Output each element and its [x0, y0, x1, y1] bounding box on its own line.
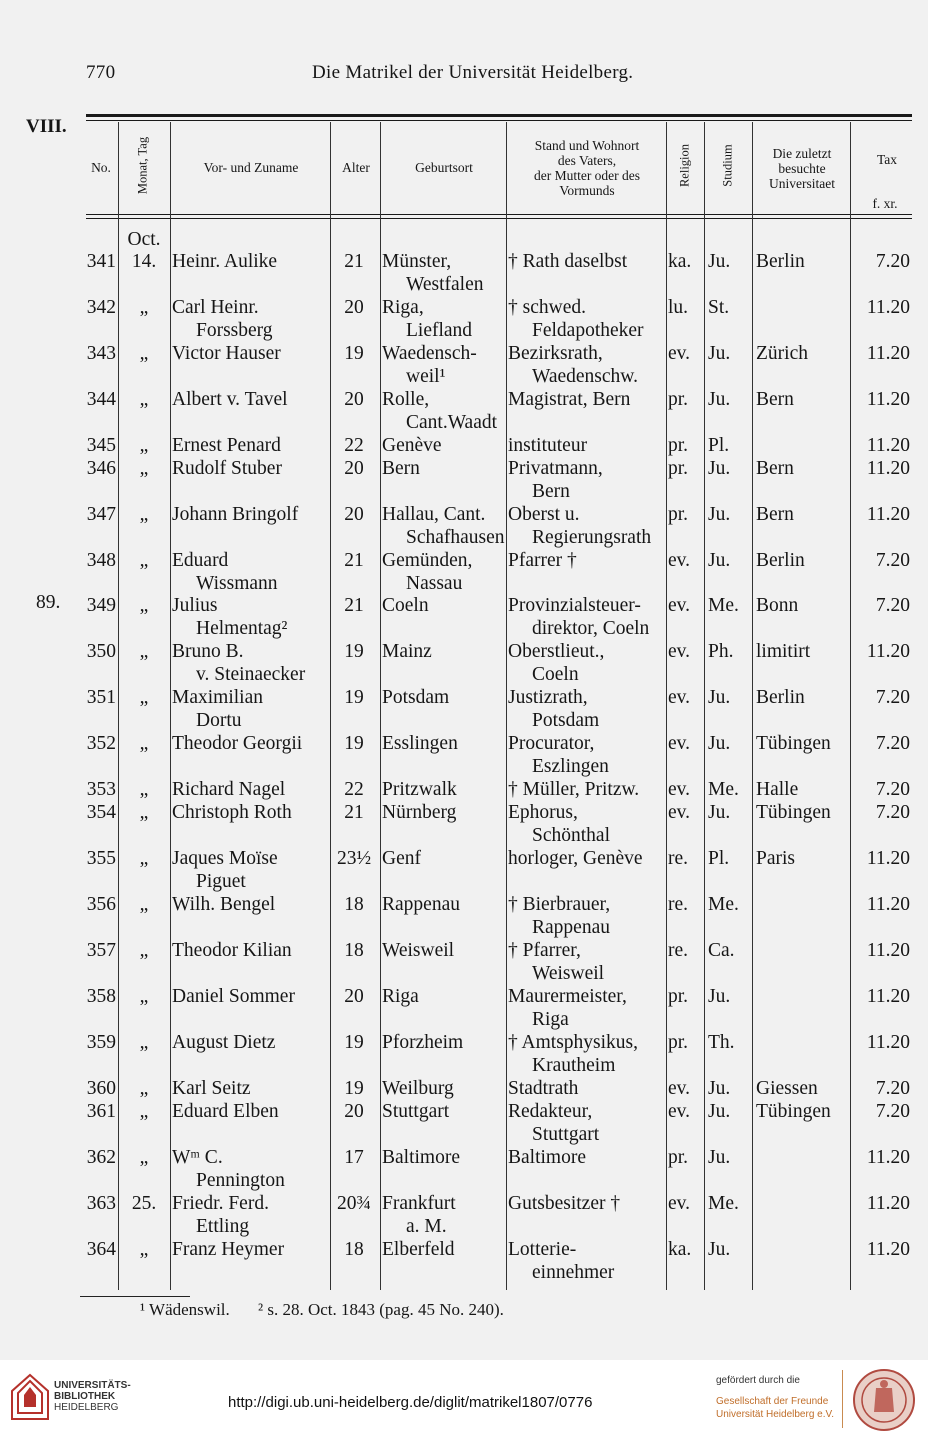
col-header-uni-line: besuchte — [778, 161, 826, 176]
col-header-monat-tag: Monat, Tag — [135, 136, 150, 195]
entry-tax: 7.20 — [875, 251, 910, 272]
col-header-tax: Tax — [876, 152, 898, 167]
entry-tax: 11.20 — [866, 848, 910, 869]
entry-name: Ettling — [196, 1216, 250, 1237]
entry-number: 356 — [86, 894, 116, 915]
entry-study: Ju. — [708, 389, 731, 410]
section-label: VIII. — [26, 116, 67, 137]
entry-birthplace: Rolle, — [382, 389, 430, 410]
entry-day: „ — [139, 389, 149, 410]
entry-day: „ — [139, 1101, 149, 1122]
entry-age: 20 — [344, 297, 364, 318]
entry-birthplace: Genf — [382, 848, 421, 869]
entry-birthplace: Esslingen — [382, 733, 458, 754]
entry-previous-university: Tübingen — [756, 1101, 831, 1122]
entry-parent-status: instituteur — [508, 435, 588, 456]
entry-study: Pl. — [708, 435, 730, 456]
entry-birthplace: Nassau — [406, 573, 463, 594]
entry-number: 362 — [86, 1147, 116, 1168]
entry-name: Eduard — [172, 550, 229, 571]
entry-name: Wilh. Bengel — [172, 894, 276, 915]
entry-study: Th. — [708, 1032, 735, 1053]
entry-study: Ju. — [708, 802, 731, 823]
entry-parent-status: horloger, Genève — [508, 848, 643, 869]
entry-birthplace: Coeln — [382, 595, 429, 616]
entry-number: 343 — [86, 343, 116, 364]
entry-day: „ — [139, 550, 149, 571]
entry-birthplace: Riga — [382, 986, 419, 1007]
entry-name: Maximilian — [172, 687, 263, 708]
entry-number: 345 — [86, 435, 116, 456]
entry-birthplace: Gemünden, — [382, 550, 473, 571]
entry-previous-university: Zürich — [756, 343, 808, 364]
entry-parent-status: Ephorus, — [508, 802, 578, 823]
entry-religion: pr. — [668, 1147, 689, 1168]
entry-number: 352 — [86, 733, 116, 754]
entry-study: Me. — [708, 894, 739, 915]
entry-day: „ — [139, 504, 149, 525]
entry-previous-university: limitirt — [756, 641, 811, 662]
entry-age: 18 — [344, 894, 364, 915]
entry-parent-status: Regierungsrath — [532, 527, 652, 548]
entry-number: 360 — [86, 1078, 116, 1099]
entry-religion: re. — [668, 940, 689, 961]
entry-name: Theodor Georgii — [172, 733, 303, 754]
col-header-stand-line: der Mutter oder des — [533, 168, 641, 183]
entry-day: „ — [139, 1147, 149, 1168]
entry-day: „ — [139, 986, 149, 1007]
entry-tax: 11.20 — [866, 641, 910, 662]
entry-study: Ju. — [708, 504, 731, 525]
entry-religion: ev. — [668, 687, 691, 708]
entry-number: 354 — [86, 802, 116, 823]
entry-number: 359 — [86, 1032, 116, 1053]
entry-parent-status: † Müller, Pritzw. — [508, 779, 640, 800]
entry-birthplace: Genève — [382, 435, 442, 456]
entry-tax: 7.20 — [875, 733, 910, 754]
entry-birthplace: Elberfeld — [382, 1239, 455, 1260]
library-line: UNIVERSITÄTS- — [54, 1380, 131, 1391]
footnotes — [140, 1300, 528, 1320]
col-header-stand-line: Vormunds — [559, 183, 615, 198]
entry-number: 342 — [86, 297, 116, 318]
entry-tax: 7.20 — [875, 1101, 910, 1122]
entry-day: „ — [139, 848, 149, 869]
entry-age: 17 — [344, 1147, 364, 1168]
entry-age: 19 — [344, 687, 364, 708]
col-header-religion: Religion — [677, 143, 692, 188]
sponsor-org: Universität Heidelberg e.V. — [716, 1409, 835, 1420]
entry-religion: ev. — [668, 1193, 691, 1214]
entry-birthplace: Riga, — [382, 297, 424, 318]
footnote-2: ² s. 28. Oct. 1843 (pag. 45 No. 240). — [258, 1300, 504, 1319]
entry-tax: 7.20 — [875, 595, 910, 616]
entry-name: Daniel Sommer — [172, 986, 295, 1007]
entry-study: Ju. — [708, 343, 731, 364]
entry-tax: 7.20 — [875, 687, 910, 708]
entry-age: 23½ — [336, 848, 372, 869]
entry-name: Franz Heymer — [172, 1239, 285, 1260]
entry-birthplace: Münster, — [382, 251, 452, 272]
entry-religion: ka. — [668, 1239, 692, 1260]
entry-name: Karl Seitz — [172, 1078, 251, 1099]
entry-parent-status: direktor, Coeln — [532, 618, 650, 639]
col-header-alter: Alter — [342, 160, 370, 175]
entry-age: 21 — [344, 595, 364, 616]
entry-day: „ — [139, 458, 149, 479]
entry-study: Ju. — [708, 1239, 731, 1260]
entry-religion: pr. — [668, 458, 689, 479]
entry-name: Eduard Elben — [172, 1101, 279, 1122]
entry-birthplace: a. M. — [406, 1216, 447, 1237]
library-name — [54, 1380, 131, 1413]
entry-religion: pr. — [668, 1032, 689, 1053]
entry-name: Bruno B. — [172, 641, 244, 662]
entry-parent-status: Provinzialsteuer- — [508, 595, 641, 616]
entry-birthplace: Frankfurt — [382, 1193, 456, 1214]
university-seal-icon — [852, 1368, 916, 1432]
entry-parent-status: Coeln — [532, 664, 579, 685]
entry-tax: 11.20 — [866, 940, 910, 961]
entry-previous-university: Bonn — [756, 595, 799, 616]
entry-parent-status: Oberst u. — [508, 504, 580, 525]
entry-birthplace: weil¹ — [406, 366, 446, 387]
sponsor-credit — [716, 1374, 846, 1421]
entry-study: Me. — [708, 779, 739, 800]
entry-parent-status: Gutsbesitzer † — [508, 1193, 621, 1214]
permalink-url[interactable]: http://digi.ub.uni-heidelberg.de/diglit/matrikel1807/0776 — [228, 1394, 593, 1411]
entry-name: August Dietz — [172, 1032, 276, 1053]
entry-study: Me. — [708, 595, 739, 616]
entry-parent-status: Stuttgart — [532, 1124, 600, 1145]
entry-study: Ju. — [708, 733, 731, 754]
entry-age: 22 — [344, 435, 364, 456]
entry-parent-status: † schwed. — [508, 297, 586, 318]
entry-parent-status: Pfarrer † — [508, 550, 577, 571]
footnote-rule — [80, 1296, 190, 1297]
col-header-studium: Studium — [720, 144, 735, 187]
page-number: 770 — [86, 62, 116, 83]
entry-name: Carl Heinr. — [172, 297, 259, 318]
entry-previous-university: Tübingen — [756, 802, 831, 823]
entry-study: Ph. — [708, 641, 734, 662]
entry-parent-status: Rappenau — [532, 917, 610, 938]
entry-day: „ — [139, 687, 149, 708]
footnote-1: ¹ Wädenswil. — [140, 1300, 230, 1319]
library-line: HEIDELBERG — [54, 1402, 119, 1413]
entry-parent-status: Potsdam — [532, 710, 600, 731]
entry-tax: 11.20 — [866, 894, 910, 915]
entry-name: Wissmann — [196, 573, 278, 594]
entry-name: Albert v. Tavel — [172, 389, 288, 410]
entry-previous-university: Berlin — [756, 550, 805, 571]
entry-name: Forssberg — [196, 320, 273, 341]
margin-note: 89. — [36, 592, 61, 613]
entry-parent-status: Eszlingen — [532, 756, 609, 777]
entry-birthplace: Potsdam — [382, 687, 450, 708]
entry-birthplace: Pforzheim — [382, 1032, 464, 1053]
page-title: Die Matrikel der Universität Heidelberg. — [312, 62, 634, 83]
entry-day: „ — [139, 802, 149, 823]
entry-name: Helmentag² — [196, 618, 288, 639]
entry-study: Pl. — [708, 848, 730, 869]
col-header-no: No. — [91, 160, 111, 175]
entry-birthplace: Mainz — [382, 641, 432, 662]
month-label: Oct. — [127, 229, 161, 250]
entry-day: „ — [139, 940, 149, 961]
entry-tax: 11.20 — [866, 986, 910, 1007]
entry-tax: 7.20 — [875, 550, 910, 571]
entry-number: 363 — [86, 1193, 116, 1214]
entry-number: 351 — [86, 687, 116, 708]
entry-number: 364 — [86, 1239, 116, 1260]
entry-name: v. Steinaecker — [196, 664, 306, 685]
entry-study: Ju. — [708, 1101, 731, 1122]
entry-age: 18 — [344, 1239, 364, 1260]
entry-religion: pr. — [668, 986, 689, 1007]
entry-day: „ — [139, 1239, 149, 1260]
col-header-stand-line: Stand und Wohnort — [534, 138, 640, 153]
entry-day: „ — [139, 297, 149, 318]
entry-number: 350 — [86, 641, 116, 662]
entry-parent-status: Procurator, — [508, 733, 595, 754]
entry-day: „ — [139, 641, 149, 662]
entry-number: 344 — [86, 389, 116, 410]
entry-number: 357 — [86, 940, 116, 961]
entry-parent-status: Redakteur, — [508, 1101, 593, 1122]
entry-study: Ju. — [708, 458, 731, 479]
entry-birthplace: Hallau, Cant. — [382, 504, 486, 525]
entry-age: 19 — [344, 733, 364, 754]
entry-parent-status: † Rath daselbst — [508, 251, 628, 272]
entry-name: Friedr. Ferd. — [172, 1193, 269, 1214]
entry-day: „ — [139, 779, 149, 800]
entry-age: 21 — [344, 251, 364, 272]
sponsor-org: Gesellschaft der Freunde — [716, 1396, 829, 1407]
entry-study: Ju. — [708, 1147, 731, 1168]
entry-name: Wᵐ C. — [172, 1147, 223, 1168]
entry-parent-status: Schönthal — [532, 825, 610, 846]
entry-name: Dortu — [196, 710, 242, 731]
library-line: BIBLIOTHEK — [54, 1391, 116, 1402]
entry-name: Jaques Moïse — [172, 848, 278, 869]
entry-parent-status: Justizrath, — [508, 687, 588, 708]
entry-parent-status: Riga — [532, 1009, 569, 1030]
entry-parent-status: † Pfarrer, — [508, 940, 581, 961]
col-header-tax-unit: f. xr. — [872, 196, 898, 211]
entry-name: Theodor Kilian — [172, 940, 292, 961]
entry-day: 25. — [131, 1193, 157, 1214]
entry-number: 361 — [86, 1101, 116, 1122]
entry-religion: ev. — [668, 595, 691, 616]
entry-birthplace: Schafhausen — [406, 527, 505, 548]
entry-day: „ — [139, 894, 149, 915]
entry-study: Ju. — [708, 687, 731, 708]
entry-previous-university: Paris — [756, 848, 795, 869]
entry-previous-university: Bern — [756, 504, 794, 525]
entry-religion: ev. — [668, 733, 691, 754]
entry-parent-status: † Bierbrauer, — [508, 894, 611, 915]
entry-parent-status: Baltimore — [508, 1147, 586, 1168]
entry-parent-status: Bezirksrath, — [508, 343, 603, 364]
entry-religion: ka. — [668, 251, 692, 272]
entry-parent-status: Maurermeister, — [508, 986, 627, 1007]
entry-name: Piguet — [196, 871, 246, 892]
entry-birthplace: Stuttgart — [382, 1101, 450, 1122]
entry-age: 18 — [344, 940, 364, 961]
entry-tax: 7.20 — [875, 779, 910, 800]
entry-study: Me. — [708, 1193, 739, 1214]
entry-previous-university: Bern — [756, 458, 794, 479]
entry-parent-status: Waedenschw. — [532, 366, 638, 387]
entry-number: 346 — [86, 458, 116, 479]
entry-day: „ — [139, 435, 149, 456]
col-header-name: Vor- und Zuname — [203, 160, 299, 175]
entry-religion: ev. — [668, 343, 691, 364]
entry-parent-status: Magistrat, Bern — [508, 389, 631, 410]
entry-religion: pr. — [668, 435, 689, 456]
entry-age: 20¾ — [336, 1193, 372, 1214]
entry-previous-university: Berlin — [756, 687, 805, 708]
entry-tax: 11.20 — [866, 1032, 910, 1053]
entry-day: „ — [139, 343, 149, 364]
entry-age: 19 — [344, 1032, 364, 1053]
entry-tax: 7.20 — [875, 802, 910, 823]
entry-name: Victor Hauser — [172, 343, 281, 364]
entry-day: „ — [139, 733, 149, 754]
entry-age: 20 — [344, 458, 364, 479]
entry-study: Ju. — [708, 550, 731, 571]
entry-birthplace: Westfalen — [406, 274, 484, 295]
entry-age: 20 — [344, 1101, 364, 1122]
entry-study: Ju. — [708, 1078, 731, 1099]
sponsor-divider — [842, 1370, 843, 1428]
entry-religion: ev. — [668, 641, 691, 662]
entry-study: Ju. — [708, 986, 731, 1007]
entry-religion: re. — [668, 894, 689, 915]
entry-previous-university: Giessen — [756, 1078, 818, 1099]
entry-tax: 11.20 — [866, 435, 910, 456]
entry-day: 14. — [131, 251, 157, 272]
entry-previous-university: Berlin — [756, 251, 805, 272]
entry-age: 22 — [344, 779, 364, 800]
entry-tax: 11.20 — [866, 1193, 910, 1214]
entry-name: Julius — [172, 595, 218, 616]
entry-number: 355 — [86, 848, 116, 869]
entry-age: 19 — [344, 343, 364, 364]
entry-tax: 11.20 — [866, 1147, 910, 1168]
entry-previous-university: Tübingen — [756, 733, 831, 754]
entry-name: Rudolf Stuber — [172, 458, 282, 479]
entry-tax: 11.20 — [866, 297, 910, 318]
entry-day: „ — [139, 595, 149, 616]
entry-number: 347 — [86, 504, 116, 525]
entry-age: 21 — [344, 550, 364, 571]
entry-day: „ — [139, 1078, 149, 1099]
entry-age: 20 — [344, 986, 364, 1007]
sponsor-intro: gefördert durch die — [716, 1375, 800, 1386]
entry-birthplace: Rappenau — [382, 894, 460, 915]
entry-tax: 11.20 — [866, 1239, 910, 1260]
entry-age: 19 — [344, 1078, 364, 1099]
entry-religion: ev. — [668, 550, 691, 571]
entry-birthplace: Nürnberg — [382, 802, 457, 823]
col-header-geburtsort: Geburtsort — [415, 160, 473, 175]
entry-religion: re. — [668, 848, 689, 869]
entry-parent-status: Stadtrath — [508, 1078, 579, 1099]
entry-birthplace: Cant.Waadt — [406, 412, 498, 433]
entry-name: Richard Nagel — [172, 779, 286, 800]
entry-birthplace: Liefland — [406, 320, 473, 341]
entry-birthplace: Weilburg — [382, 1078, 454, 1099]
col-header-uni-line: Die zuletzt — [772, 146, 832, 161]
entry-birthplace: Baltimore — [382, 1147, 460, 1168]
col-header-stand-line: des Vaters, — [557, 153, 617, 168]
entry-tax: 11.20 — [866, 343, 910, 364]
entry-parent-status: Bern — [532, 481, 570, 502]
entry-parent-status: einnehmer — [532, 1262, 615, 1283]
entry-age: 21 — [344, 802, 364, 823]
entry-number: 358 — [86, 986, 116, 1007]
entry-parent-status: Privatmann, — [508, 458, 603, 479]
library-logo-icon — [10, 1373, 50, 1421]
entry-tax: 11.20 — [866, 458, 910, 479]
entry-religion: ev. — [668, 802, 691, 823]
entry-study: Ca. — [708, 940, 735, 961]
entry-name: Heinr. Aulike — [172, 251, 278, 272]
entry-parent-status: Feldapotheker — [532, 320, 644, 341]
entry-religion: ev. — [668, 1078, 691, 1099]
entry-number: 349 — [86, 595, 116, 616]
entry-study: Ju. — [708, 251, 731, 272]
entry-name: Johann Bringolf — [172, 504, 299, 525]
entry-parent-status: Krautheim — [532, 1055, 616, 1076]
col-header-uni-line: Universitaet — [769, 176, 835, 191]
digitization-footer — [0, 1360, 928, 1437]
entry-religion: ev. — [668, 779, 691, 800]
entry-age: 20 — [344, 504, 364, 525]
entry-religion: pr. — [668, 389, 689, 410]
entry-age: 20 — [344, 389, 364, 410]
entry-religion: lu. — [668, 297, 689, 318]
entry-tax: 11.20 — [866, 389, 910, 410]
entry-number: 341 — [86, 251, 116, 272]
entry-name: Christoph Roth — [172, 802, 292, 823]
entry-religion: ev. — [668, 1101, 691, 1122]
entry-number: 348 — [86, 550, 116, 571]
entry-day: „ — [139, 1032, 149, 1053]
entry-birthplace: Weisweil — [382, 940, 455, 961]
entry-parent-status: Oberstlieut., — [508, 641, 605, 662]
entry-birthplace: Pritzwalk — [382, 779, 457, 800]
entry-name: Pennington — [196, 1170, 285, 1191]
entry-birthplace: Waedensch- — [382, 343, 477, 364]
entry-religion: pr. — [668, 504, 689, 525]
entry-number: 353 — [86, 779, 116, 800]
entry-age: 19 — [344, 641, 364, 662]
entry-parent-status: † Amtsphysikus, — [508, 1032, 639, 1053]
entry-birthplace: Bern — [382, 458, 420, 479]
entry-previous-university: Bern — [756, 389, 794, 410]
entry-study: St. — [708, 297, 730, 318]
entry-parent-status: Weisweil — [532, 963, 605, 984]
entry-parent-status: Lotterie- — [508, 1239, 577, 1260]
entry-tax: 7.20 — [875, 1078, 910, 1099]
entry-name: Ernest Penard — [172, 435, 281, 456]
entry-previous-university: Halle — [756, 779, 799, 800]
entry-tax: 11.20 — [866, 504, 910, 525]
